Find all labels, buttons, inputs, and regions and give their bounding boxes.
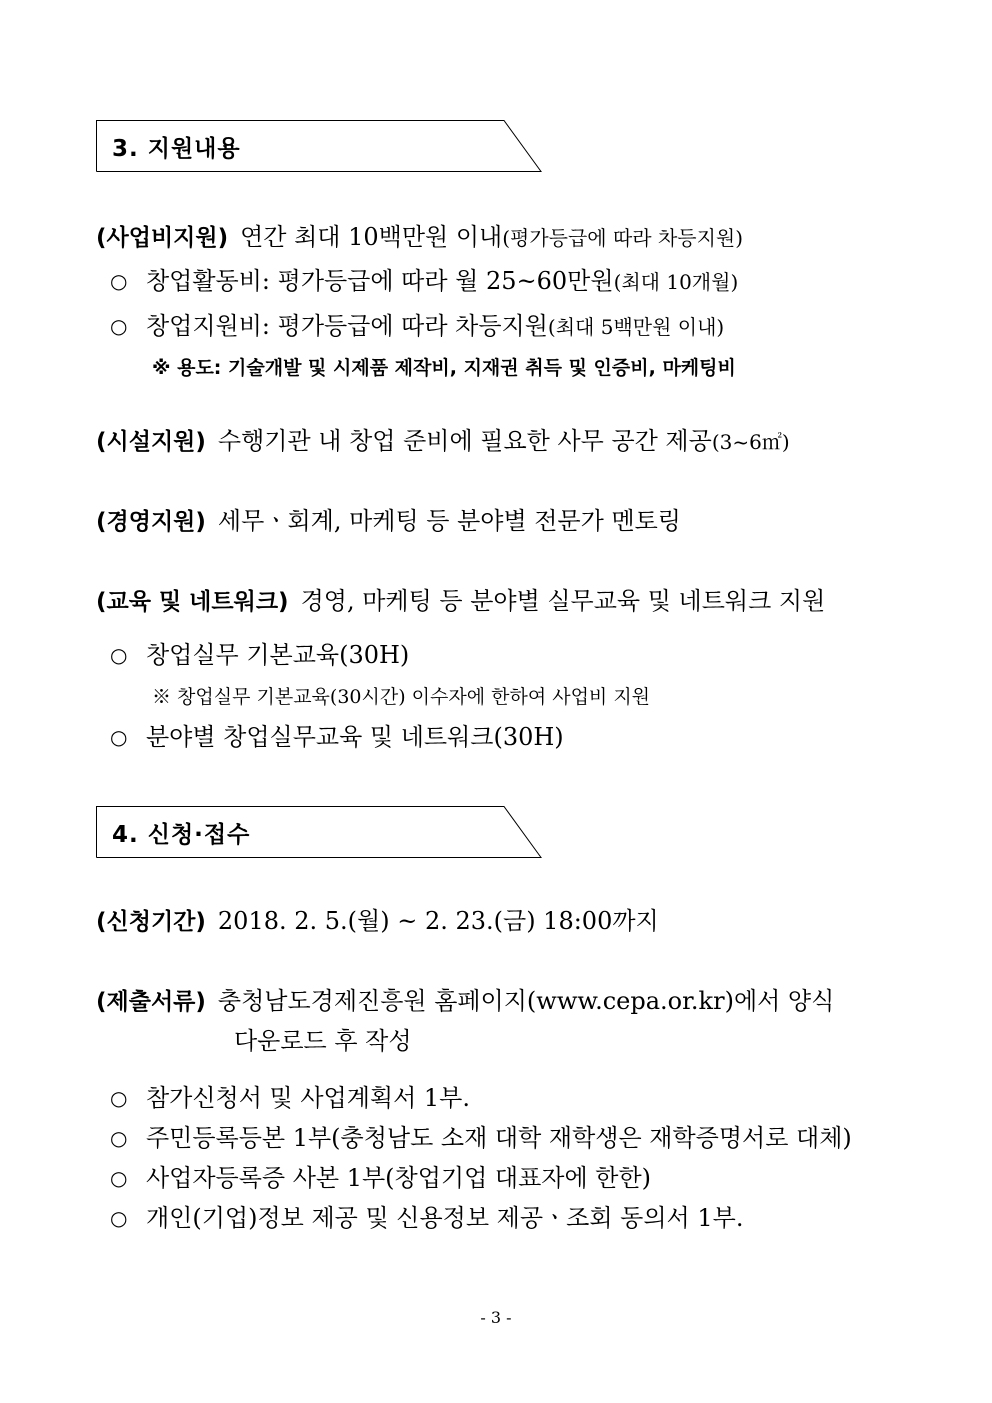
bullet-icon: ○ (110, 725, 128, 749)
education-item-1-text: 창업실무 기본교육(30H) (146, 641, 410, 669)
funding-note (152, 351, 736, 383)
funding-item-2-small: (최대 5백만원 이내) (547, 315, 725, 339)
document-item-4-text: 개인(기업)정보 제공 및 신용정보 제공ㆍ조회 동의서 1부. (146, 1204, 744, 1232)
documents-label: (제출서류) (96, 989, 206, 1015)
funding-text-small: (평가등급에 따라 차등지원) (502, 226, 744, 250)
documents-line-2 (234, 1026, 412, 1056)
document-item-3 (146, 1163, 651, 1193)
bullet-icon: ○ (110, 269, 128, 293)
documents-text-2: 다운로드 후 작성 (234, 1027, 412, 1055)
funding-label: (사업비지원) (96, 225, 229, 251)
document-item-2 (146, 1123, 852, 1153)
period-line (96, 906, 659, 937)
education-note (152, 680, 650, 712)
document-item-1-text: 참가신청서 및 사업계획서 1부. (146, 1084, 470, 1112)
funding-item-2-text: 창업지원비: 평가등급에 따라 차등지원 (146, 312, 548, 340)
facility-text: 수행기관 내 창업 준비에 필요한 사무 공간 제공 (217, 427, 712, 455)
education-line (96, 586, 825, 617)
funding-item-2 (146, 311, 724, 342)
funding-note-text: ※ 용도: 기술개발 및 시제품 제작비, 지재권 취득 및 인증비, 마케팅비 (152, 357, 736, 379)
document-item-2-text: 주민등록등본 1부(충청남도 소재 대학 재학생은 재학증명서로 대체) (146, 1124, 852, 1152)
funding-text: 연간 최대 10백만원 이내 (240, 223, 503, 251)
funding-item-1 (146, 266, 738, 297)
bullet-icon: ○ (110, 1086, 128, 1110)
management-line (96, 506, 681, 537)
facility-label: (시설지원) (96, 429, 206, 455)
bullet-icon: ○ (110, 643, 128, 667)
section-3-title: 3. 지원내용 (112, 136, 241, 162)
section-4-title: 4. 신청·접수 (112, 822, 251, 848)
period-text: 2018. 2. 5.(월) ~ 2. 23.(금) 18:00까지 (217, 907, 659, 935)
bullet-icon: ○ (110, 1166, 128, 1190)
education-item-1 (146, 640, 409, 670)
funding-item-1-text: 창업활동비: 평가등급에 따라 월 25~60만원 (146, 267, 614, 295)
document-item-4 (146, 1203, 743, 1233)
facility-text-small: (3~6㎡) (711, 430, 790, 454)
education-item-2-text: 분야별 창업실무교육 및 네트워크(30H) (146, 723, 564, 751)
documents-line (96, 986, 834, 1017)
funding-line (96, 222, 743, 253)
education-text: 경영, 마케팅 등 분야별 실무교육 및 네트워크 지원 (300, 587, 826, 615)
facility-line (96, 426, 790, 457)
period-label: (신청기간) (96, 909, 206, 935)
page-number: - 3 - (480, 1308, 512, 1327)
bullet-icon: ○ (110, 1126, 128, 1150)
section-4-header (96, 806, 544, 858)
bullet-icon: ○ (110, 1206, 128, 1230)
education-note-text: ※ 창업실무 기본교육(30시간) 이수자에 한하여 사업비 지원 (152, 686, 651, 708)
management-text: 세무ㆍ회계, 마케팅 등 분야별 전문가 멘토링 (217, 507, 681, 535)
document-item-3-text: 사업자등록증 사본 1부(창업기업 대표자에 한한) (146, 1164, 652, 1192)
education-label: (교육 및 네트워크) (96, 589, 289, 615)
bullet-icon: ○ (110, 314, 128, 338)
documents-text-1: 충청남도경제진흥원 홈페이지(www.cepa.or.kr)에서 양식 (217, 987, 835, 1015)
document-item-1 (146, 1083, 470, 1113)
education-item-2 (146, 722, 564, 752)
management-label: (경영지원) (96, 509, 206, 535)
section-3-header (96, 120, 544, 172)
funding-item-1-small: (최대 10개월) (613, 270, 739, 294)
